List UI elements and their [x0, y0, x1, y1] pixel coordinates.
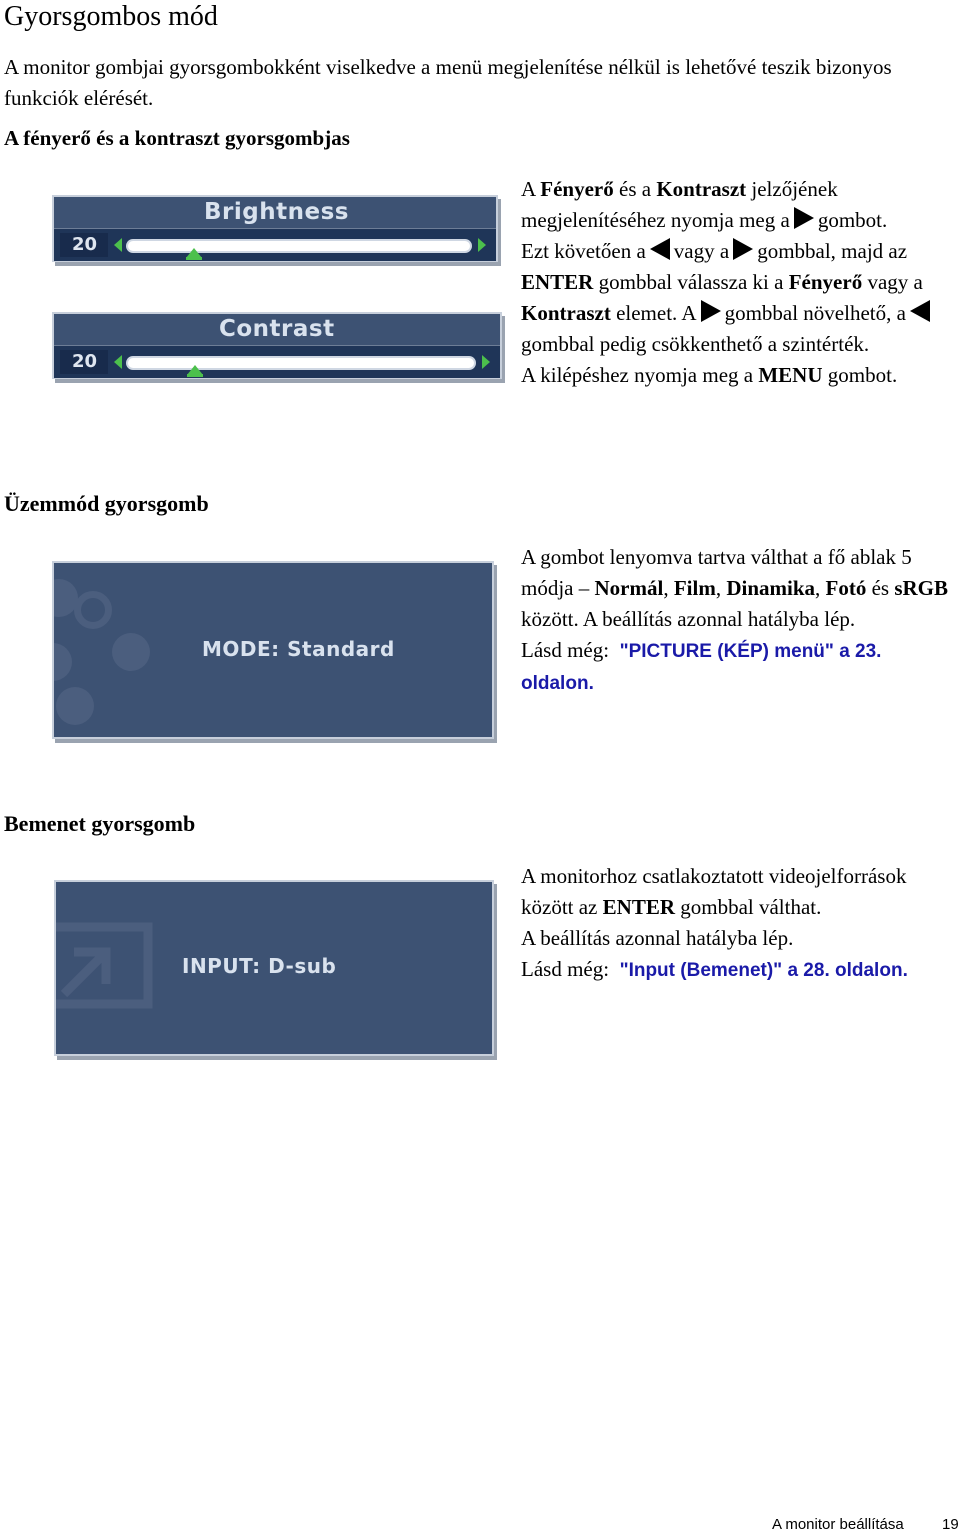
brightness-value: 20 [60, 233, 108, 257]
contrast-label: Contrast [219, 316, 335, 342]
mode-ring-icon [74, 591, 112, 629]
brightness-label: Brightness [204, 199, 349, 225]
contrast-increase-icon [482, 355, 490, 369]
intro-text: A monitor gombjai gyorsgombokként viselkedve a menü megjelenítése nélkül is lehetővé teszik bizonyos funkciók elérését. [4, 55, 892, 110]
mode-osd [52, 561, 494, 739]
brightness-decrease-icon [114, 238, 122, 252]
contrast-value: 20 [60, 350, 108, 374]
brightness-osd [52, 195, 498, 262]
contrast-bar [54, 345, 500, 378]
c-thumb-base [187, 374, 203, 377]
right-arrow-icon [733, 238, 753, 260]
contrast-osd [52, 312, 502, 379]
input-heading: Bemenet gyorsgomb [4, 811, 196, 836]
mode-heading: Üzemmód gyorsgomb [4, 491, 209, 516]
input-source-icon [54, 922, 162, 1012]
brightness-increase-icon [478, 238, 486, 252]
footer-section-title: A monitor beállítása [772, 1516, 904, 1533]
picture-menu-link[interactable]: "PICTURE (KÉP) menü" a 23. oldalon [521, 641, 882, 694]
b-thumb-base [186, 257, 202, 260]
right-arrow-icon [701, 300, 721, 322]
mode-dot-icon [52, 643, 72, 681]
input-instructions: A monitorhoz csatlakoztatott videojelforrások között az ENTER gombbal válthat. A beállítás azonnal hatályba lép. Lásd még: "Input (Bemenet)" a 28. oldalon. [521, 864, 908, 981]
mode-instructions: A gombot lenyomva tartva válthat a fő ablak 5 módja – Normál, Film, Dinamika, Fotó és sRGB között. A beállítás azonnal hatályba lép. Lásd még: "PICTURE (KÉP) menü" a 23. oldalon. [521, 545, 949, 694]
page-title: Gyorsgombos mód [4, 1, 218, 32]
brightness-instructions: A Fényerő és a Kontraszt jelzőjének megjelenítéséhez nyomja meg a gombot. Ezt követően a vagy a gombbal, majd az ENTER gombbal válassza ki a Fényerő vagy a Kontraszt elemet. A gombbal növelhető, agombbal pedig csökkenthető a szintérték. A kilépéshez nyomja meg a MENU gombot. [521, 174, 959, 391]
input-label: INPUT: D-sub [182, 954, 337, 978]
brightness-track [126, 239, 472, 253]
contrast-track [126, 356, 476, 370]
left-arrow-icon [650, 238, 670, 260]
contrast-decrease-icon [114, 355, 122, 369]
footer-page-number: 19 [942, 1516, 959, 1533]
brightness-bar [54, 228, 496, 261]
left-arrow-icon [910, 300, 930, 322]
brightness-contrast-heading: A fényerő és a kontraszt gyorsgombjas [4, 126, 350, 150]
input-osd [54, 880, 494, 1056]
mode-dot-icon [112, 633, 150, 671]
input-menu-link[interactable]: "Input (Bemenet)" a 28. oldalon [619, 960, 903, 981]
mode-dot-icon [56, 687, 94, 725]
right-arrow-icon [794, 207, 814, 229]
mode-label: MODE: Standard [202, 637, 395, 661]
